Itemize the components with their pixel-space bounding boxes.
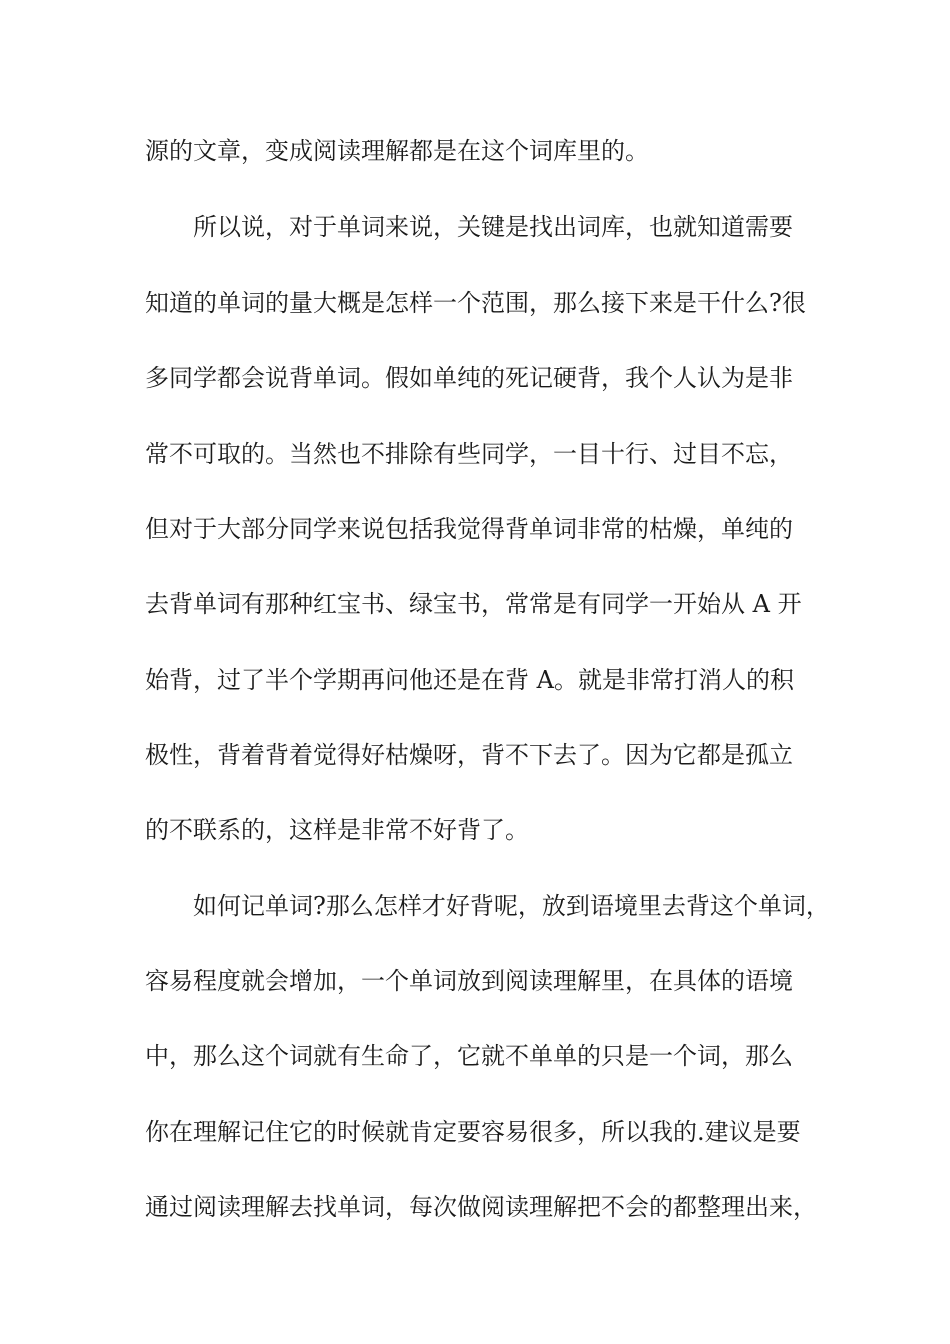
- text-line: 始背，过了半个学期再问他还是在背 A。就是非常打消人的积: [145, 666, 794, 694]
- paragraph-first-line: 如何记单词?那么怎样才好背呢，放到语境里去背这个单词，: [193, 892, 830, 920]
- text-line: 多同学都会说背单词。假如单纯的死记硬背，我个人认为是非: [145, 364, 793, 392]
- text-line: 常不可取的。当然也不排除有些同学，一目十行、过目不忘，: [145, 440, 793, 468]
- text-line: 但对于大部分同学来说包括我觉得背单词非常的枯燥，单纯的: [145, 515, 793, 543]
- text-line: 你在理解记住它的时候就肯定要容易很多，所以我的.建议是要: [145, 1118, 801, 1146]
- text-line: 通过阅读理解去找单词，每次做阅读理解把不会的都整理出来，: [145, 1193, 817, 1221]
- text-line: 源的文章，变成阅读理解都是在这个词库里的。: [145, 137, 649, 165]
- text-line: 去背单词有那种红宝书、绿宝书，常常是有同学一开始从 A 开: [145, 590, 802, 618]
- text-line: 的不联系的，这样是非常不好背了。: [145, 816, 529, 844]
- text-line: 容易程度就会增加，一个单词放到阅读理解里，在具体的语境: [145, 967, 793, 995]
- text-line: 中，那么这个词就有生命了，它就不单单的只是一个词，那么: [145, 1042, 793, 1070]
- paragraph-first-line: 所以说，对于单词来说，关键是找出词库，也就知道需要: [193, 213, 793, 241]
- text-line: 极性，背着背着觉得好枯燥呀，背不下去了。因为它都是孤立: [145, 741, 793, 769]
- text-line: 知道的单词的量大概是怎样一个范围，那么接下来是干什么?很: [145, 289, 806, 317]
